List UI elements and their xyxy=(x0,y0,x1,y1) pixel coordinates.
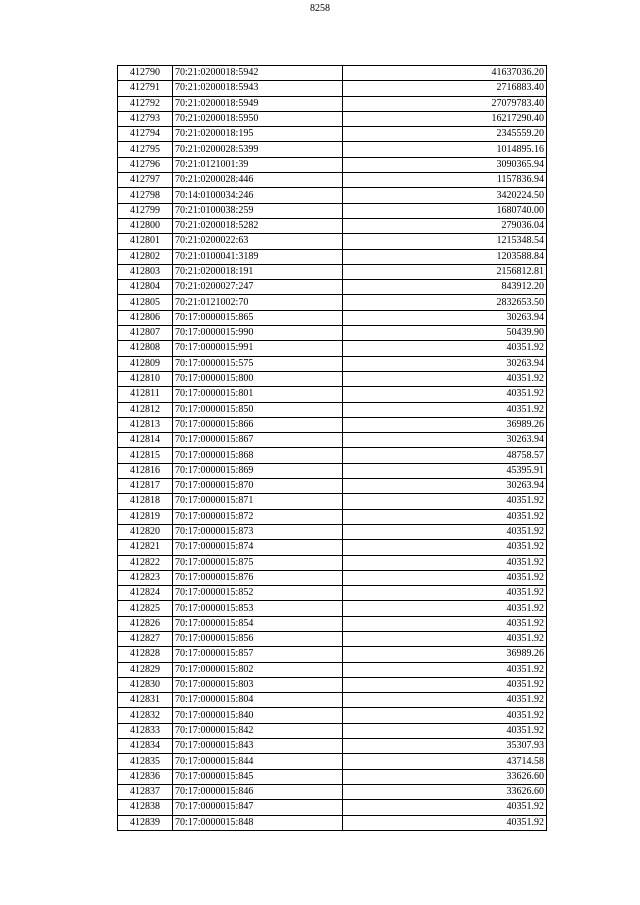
table-row xyxy=(118,631,547,646)
row-number-cell: 412815 xyxy=(118,448,173,463)
table-row xyxy=(118,479,547,494)
cadastral-number-cell: 70:17:0000015:848 xyxy=(173,815,343,830)
value-cell: 43714.58 xyxy=(343,754,547,769)
row-number-cell: 412833 xyxy=(118,723,173,738)
cadastral-number-cell: 70:17:0000015:990 xyxy=(173,326,343,341)
table-row xyxy=(118,616,547,631)
cadastral-number-cell: 70:17:0000015:871 xyxy=(173,494,343,509)
row-number-cell: 412829 xyxy=(118,662,173,677)
table-row xyxy=(118,310,547,325)
cadastral-number-cell: 70:17:0000015:857 xyxy=(173,647,343,662)
cadastral-number-cell: 70:21:0200018:5282 xyxy=(173,218,343,233)
table-row xyxy=(118,433,547,448)
register-table xyxy=(117,65,547,831)
table-row xyxy=(118,387,547,402)
value-cell: 40351.92 xyxy=(343,540,547,555)
table-row xyxy=(118,739,547,754)
row-number-cell: 412823 xyxy=(118,570,173,585)
row-number-cell: 412836 xyxy=(118,769,173,784)
table-row xyxy=(118,295,547,310)
cadastral-number-cell: 70:17:0000015:804 xyxy=(173,693,343,708)
cadastral-number-cell: 70:21:0200018:5950 xyxy=(173,111,343,126)
cadastral-number-cell: 70:17:0000015:803 xyxy=(173,677,343,692)
row-number-cell: 412805 xyxy=(118,295,173,310)
row-number-cell: 412802 xyxy=(118,249,173,264)
value-cell: 40351.92 xyxy=(343,723,547,738)
table-row xyxy=(118,754,547,769)
cadastral-number-cell: 70:21:0200018:5943 xyxy=(173,81,343,96)
value-cell: 3090365.94 xyxy=(343,157,547,172)
cadastral-number-cell: 70:17:0000015:876 xyxy=(173,570,343,585)
value-cell: 2345559.20 xyxy=(343,127,547,142)
table-row xyxy=(118,693,547,708)
value-cell: 40351.92 xyxy=(343,708,547,723)
cadastral-number-cell: 70:17:0000015:868 xyxy=(173,448,343,463)
row-number-cell: 412801 xyxy=(118,234,173,249)
value-cell: 41637036.20 xyxy=(343,66,547,81)
value-cell: 33626.60 xyxy=(343,784,547,799)
value-cell: 40351.92 xyxy=(343,387,547,402)
row-number-cell: 412810 xyxy=(118,371,173,386)
row-number-cell: 412835 xyxy=(118,754,173,769)
row-number-cell: 412837 xyxy=(118,784,173,799)
register-table-body xyxy=(118,66,547,831)
cadastral-number-cell: 70:17:0000015:802 xyxy=(173,662,343,677)
value-cell: 40351.92 xyxy=(343,509,547,524)
cadastral-number-cell: 70:21:0121002:70 xyxy=(173,295,343,310)
value-cell: 40351.92 xyxy=(343,616,547,631)
value-cell: 1680740.00 xyxy=(343,203,547,218)
value-cell: 30263.94 xyxy=(343,479,547,494)
row-number-cell: 412832 xyxy=(118,708,173,723)
row-number-cell: 412825 xyxy=(118,601,173,616)
table-row xyxy=(118,157,547,172)
row-number-cell: 412821 xyxy=(118,540,173,555)
cadastral-number-cell: 70:17:0000015:840 xyxy=(173,708,343,723)
table-row xyxy=(118,142,547,157)
value-cell: 1215348.54 xyxy=(343,234,547,249)
table-row xyxy=(118,570,547,585)
row-number-cell: 412793 xyxy=(118,111,173,126)
table-row xyxy=(118,111,547,126)
cadastral-number-cell: 70:17:0000015:853 xyxy=(173,601,343,616)
cadastral-number-cell: 70:17:0000015:801 xyxy=(173,387,343,402)
table-row xyxy=(118,524,547,539)
cadastral-number-cell: 70:17:0000015:872 xyxy=(173,509,343,524)
row-number-cell: 412804 xyxy=(118,280,173,295)
cadastral-number-cell: 70:17:0000015:847 xyxy=(173,800,343,815)
table-row xyxy=(118,127,547,142)
value-cell: 2832653.50 xyxy=(343,295,547,310)
table-row xyxy=(118,769,547,784)
table-row xyxy=(118,280,547,295)
row-number-cell: 412795 xyxy=(118,142,173,157)
cadastral-number-cell: 70:21:0100038:259 xyxy=(173,203,343,218)
table-row xyxy=(118,448,547,463)
row-number-cell: 412830 xyxy=(118,677,173,692)
cadastral-number-cell: 70:21:0200018:5942 xyxy=(173,66,343,81)
cadastral-number-cell: 70:21:0100041:3189 xyxy=(173,249,343,264)
table-row xyxy=(118,249,547,264)
cadastral-number-cell: 70:17:0000015:873 xyxy=(173,524,343,539)
row-number-cell: 412819 xyxy=(118,509,173,524)
row-number-cell: 412807 xyxy=(118,326,173,341)
cadastral-number-cell: 70:17:0000015:575 xyxy=(173,356,343,371)
value-cell: 45395.91 xyxy=(343,463,547,478)
cadastral-number-cell: 70:17:0000015:852 xyxy=(173,586,343,601)
value-cell: 30263.94 xyxy=(343,310,547,325)
cadastral-number-cell: 70:17:0000015:856 xyxy=(173,631,343,646)
cadastral-number-cell: 70:14:0100034:246 xyxy=(173,188,343,203)
value-cell: 279036.04 xyxy=(343,218,547,233)
cadastral-number-cell: 70:17:0000015:850 xyxy=(173,402,343,417)
table-row xyxy=(118,218,547,233)
value-cell: 2716883.40 xyxy=(343,81,547,96)
value-cell: 40351.92 xyxy=(343,662,547,677)
table-row xyxy=(118,402,547,417)
cadastral-number-cell: 70:17:0000015:865 xyxy=(173,310,343,325)
row-number-cell: 412791 xyxy=(118,81,173,96)
page-number: 8258 xyxy=(310,3,330,14)
cadastral-number-cell: 70:21:0200028:5399 xyxy=(173,142,343,157)
value-cell: 40351.92 xyxy=(343,800,547,815)
table-row xyxy=(118,494,547,509)
value-cell: 3420224.50 xyxy=(343,188,547,203)
table-row xyxy=(118,723,547,738)
value-cell: 40351.92 xyxy=(343,693,547,708)
table-row xyxy=(118,586,547,601)
value-cell: 40351.92 xyxy=(343,631,547,646)
row-number-cell: 412817 xyxy=(118,479,173,494)
row-number-cell: 412839 xyxy=(118,815,173,830)
table-row xyxy=(118,371,547,386)
value-cell: 40351.92 xyxy=(343,402,547,417)
row-number-cell: 412790 xyxy=(118,66,173,81)
row-number-cell: 412824 xyxy=(118,586,173,601)
value-cell: 48758.57 xyxy=(343,448,547,463)
row-number-cell: 412794 xyxy=(118,127,173,142)
value-cell: 33626.60 xyxy=(343,769,547,784)
row-number-cell: 412803 xyxy=(118,264,173,279)
row-number-cell: 412806 xyxy=(118,310,173,325)
table-row xyxy=(118,662,547,677)
value-cell: 40351.92 xyxy=(343,570,547,585)
cadastral-number-cell: 70:17:0000015:869 xyxy=(173,463,343,478)
table-row xyxy=(118,417,547,432)
cadastral-number-cell: 70:21:0200028:446 xyxy=(173,173,343,188)
value-cell: 35307.93 xyxy=(343,739,547,754)
row-number-cell: 412814 xyxy=(118,433,173,448)
row-number-cell: 412808 xyxy=(118,341,173,356)
table-row xyxy=(118,264,547,279)
table-row xyxy=(118,708,547,723)
row-number-cell: 412818 xyxy=(118,494,173,509)
cadastral-number-cell: 70:21:0121001:39 xyxy=(173,157,343,172)
table-row xyxy=(118,341,547,356)
table-row xyxy=(118,540,547,555)
table-row xyxy=(118,601,547,616)
table-row xyxy=(118,356,547,371)
table-row xyxy=(118,555,547,570)
cadastral-number-cell: 70:17:0000015:874 xyxy=(173,540,343,555)
cadastral-number-cell: 70:17:0000015:870 xyxy=(173,479,343,494)
value-cell: 30263.94 xyxy=(343,356,547,371)
table-row xyxy=(118,96,547,111)
row-number-cell: 412792 xyxy=(118,96,173,111)
table-row xyxy=(118,234,547,249)
table-row xyxy=(118,800,547,815)
table-row xyxy=(118,188,547,203)
cadastral-number-cell: 70:21:0200018:5949 xyxy=(173,96,343,111)
table-row xyxy=(118,784,547,799)
value-cell: 1014895.16 xyxy=(343,142,547,157)
table-row xyxy=(118,326,547,341)
row-number-cell: 412812 xyxy=(118,402,173,417)
cadastral-number-cell: 70:17:0000015:846 xyxy=(173,784,343,799)
table-row xyxy=(118,677,547,692)
value-cell: 40351.92 xyxy=(343,815,547,830)
row-number-cell: 412826 xyxy=(118,616,173,631)
value-cell: 40351.92 xyxy=(343,601,547,616)
cadastral-number-cell: 70:17:0000015:866 xyxy=(173,417,343,432)
cadastral-number-cell: 70:21:0200027:247 xyxy=(173,280,343,295)
table-row xyxy=(118,509,547,524)
value-cell: 40351.92 xyxy=(343,555,547,570)
cadastral-number-cell: 70:17:0000015:854 xyxy=(173,616,343,631)
cadastral-number-cell: 70:17:0000015:845 xyxy=(173,769,343,784)
value-cell: 40351.92 xyxy=(343,371,547,386)
table-row xyxy=(118,173,547,188)
cadastral-number-cell: 70:17:0000015:991 xyxy=(173,341,343,356)
value-cell: 50439.90 xyxy=(343,326,547,341)
value-cell: 1203588.84 xyxy=(343,249,547,264)
row-number-cell: 412822 xyxy=(118,555,173,570)
table-row xyxy=(118,81,547,96)
row-number-cell: 412816 xyxy=(118,463,173,478)
row-number-cell: 412800 xyxy=(118,218,173,233)
value-cell: 40351.92 xyxy=(343,586,547,601)
table-row xyxy=(118,815,547,830)
cadastral-number-cell: 70:17:0000015:875 xyxy=(173,555,343,570)
value-cell: 40351.92 xyxy=(343,677,547,692)
value-cell: 843912.20 xyxy=(343,280,547,295)
value-cell: 40351.92 xyxy=(343,341,547,356)
cadastral-number-cell: 70:17:0000015:867 xyxy=(173,433,343,448)
value-cell: 16217290.40 xyxy=(343,111,547,126)
value-cell: 36989.26 xyxy=(343,647,547,662)
row-number-cell: 412798 xyxy=(118,188,173,203)
table-row xyxy=(118,203,547,218)
row-number-cell: 412828 xyxy=(118,647,173,662)
cadastral-number-cell: 70:17:0000015:844 xyxy=(173,754,343,769)
row-number-cell: 412838 xyxy=(118,800,173,815)
row-number-cell: 412799 xyxy=(118,203,173,218)
cadastral-number-cell: 70:17:0000015:843 xyxy=(173,739,343,754)
cadastral-number-cell: 70:21:0200022:63 xyxy=(173,234,343,249)
value-cell: 40351.92 xyxy=(343,524,547,539)
row-number-cell: 412831 xyxy=(118,693,173,708)
table-row xyxy=(118,647,547,662)
cadastral-number-cell: 70:21:0200018:195 xyxy=(173,127,343,142)
value-cell: 2156812.81 xyxy=(343,264,547,279)
row-number-cell: 412813 xyxy=(118,417,173,432)
row-number-cell: 412797 xyxy=(118,173,173,188)
row-number-cell: 412809 xyxy=(118,356,173,371)
cadastral-number-cell: 70:21:0200018:191 xyxy=(173,264,343,279)
value-cell: 36989.26 xyxy=(343,417,547,432)
row-number-cell: 412811 xyxy=(118,387,173,402)
table-row xyxy=(118,463,547,478)
table-row xyxy=(118,66,547,81)
value-cell: 27079783.40 xyxy=(343,96,547,111)
cadastral-number-cell: 70:17:0000015:800 xyxy=(173,371,343,386)
cadastral-number-cell: 70:17:0000015:842 xyxy=(173,723,343,738)
value-cell: 30263.94 xyxy=(343,433,547,448)
row-number-cell: 412827 xyxy=(118,631,173,646)
value-cell: 40351.92 xyxy=(343,494,547,509)
row-number-cell: 412820 xyxy=(118,524,173,539)
row-number-cell: 412834 xyxy=(118,739,173,754)
row-number-cell: 412796 xyxy=(118,157,173,172)
value-cell: 1157836.94 xyxy=(343,173,547,188)
